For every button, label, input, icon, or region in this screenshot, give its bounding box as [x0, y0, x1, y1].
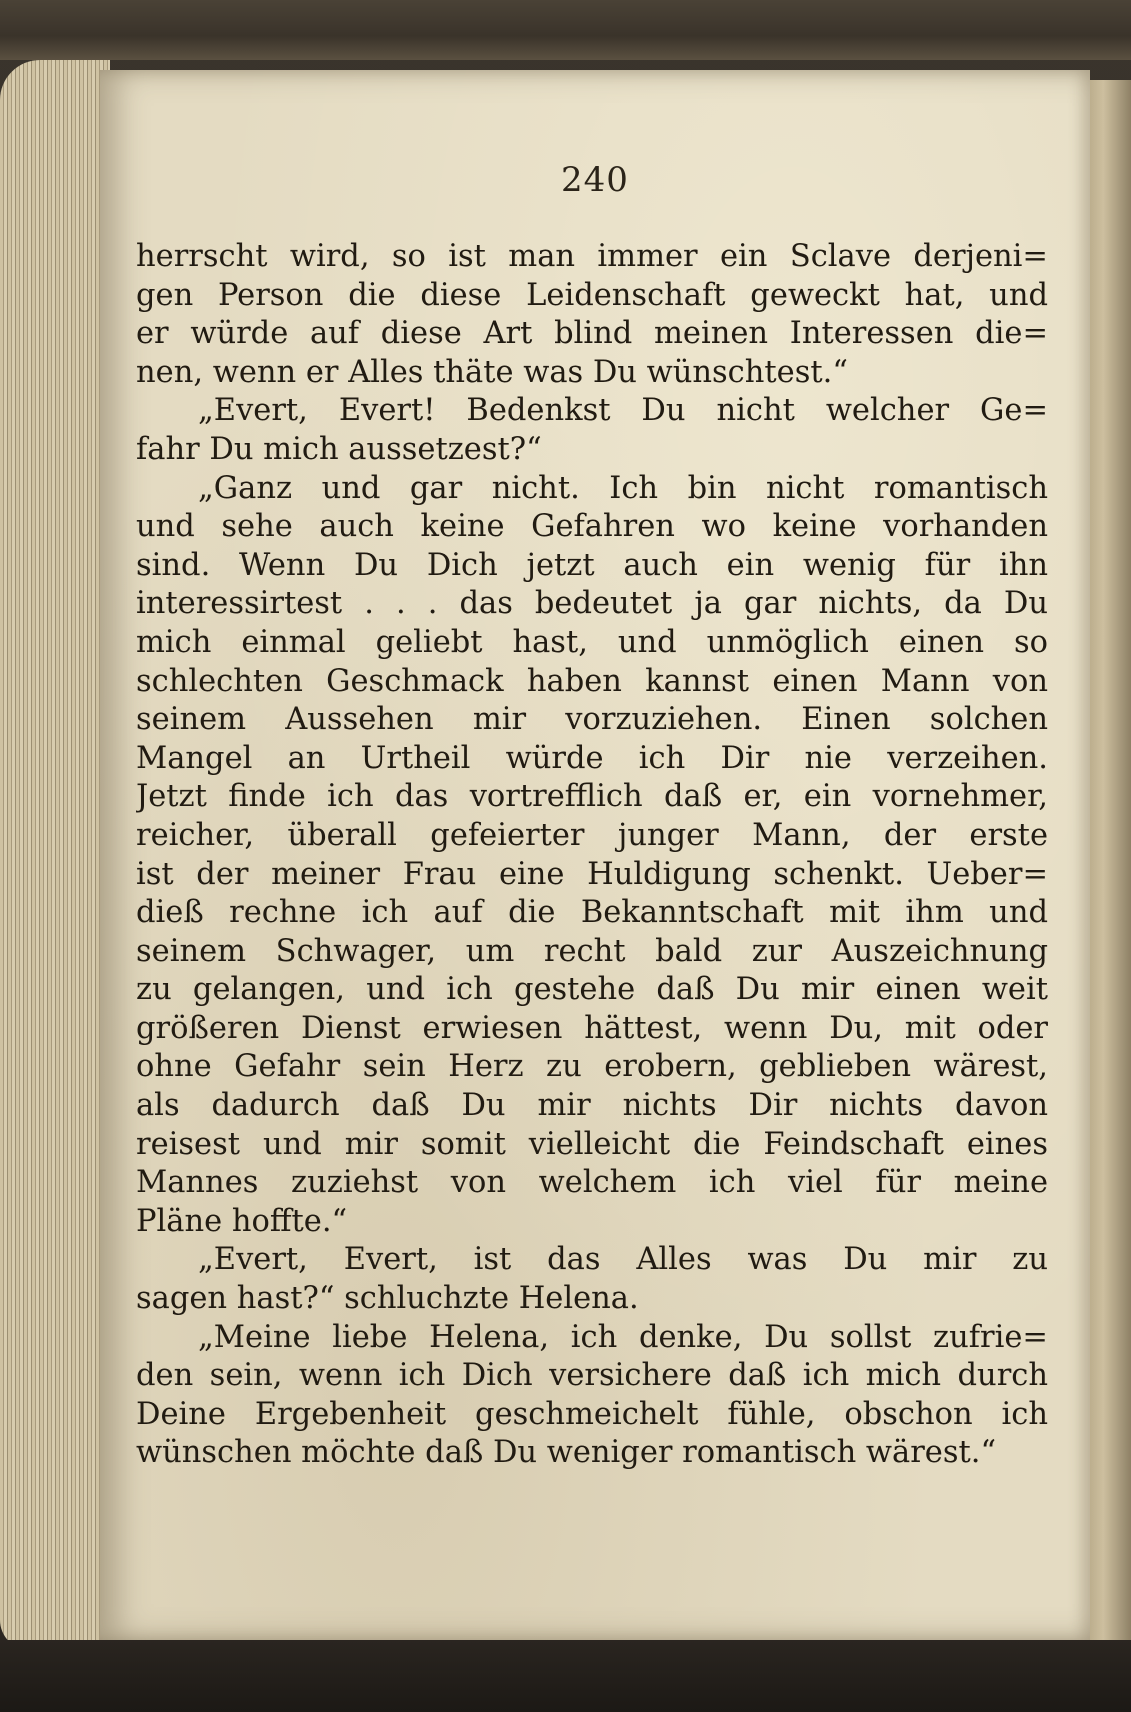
text-line: größeren Dienst erwiesen hättest, wenn Du, mit oder: [136, 1010, 1048, 1046]
text-line: sagen hast?“ schluchzte Helena.: [136, 1281, 639, 1317]
text-line: reicher, überall gefeierter junger Mann, der erste: [136, 817, 1048, 853]
text-line: ohne Gefahr sein Herz zu erobern, geblieben wärest,: [136, 1049, 1048, 1085]
page-number: 240: [561, 160, 629, 200]
text-line: Deine Ergebenheit geschmeichelt fühle, obschon ich: [136, 1396, 1048, 1432]
text-line: den sein, wenn ich Dich versichere daß ich mich durch: [136, 1358, 1048, 1394]
text-line: schlechten Geschmack haben kannst einen Mann von: [136, 663, 1048, 699]
text-line: nen, wenn er Alles thäte was Du wünschtest.“: [136, 354, 848, 390]
book-cover-top-edge: [0, 0, 1131, 60]
text-line: seinem Schwager, um recht bald zur Auszeichnung: [136, 933, 1048, 969]
text-line: Pläne hoffte.“: [136, 1203, 348, 1239]
text-line: sind. Wenn Du Dich jetzt auch ein wenig für ihn: [136, 547, 1048, 583]
text-line: mich einmal geliebt hast, und unmöglich einen so: [136, 624, 1048, 660]
text-line: Mangel an Urtheil würde ich Dir nie verzeihen.: [136, 740, 1048, 776]
text-line: herrscht wird, so ist man immer ein Sclave derjeni=: [136, 239, 1048, 274]
text-line: Mannes zuziehst von welchem ich viel für meine: [136, 1165, 1048, 1201]
text-line: zu gelangen, und ich gestehe daß Du mir einen weit: [136, 972, 1048, 1008]
text-line: seinem Aussehen mir vorzuziehen. Einen solchen: [136, 702, 1048, 738]
text-line: interessirtest . . . das bedeutet ja gar nichts, da Du: [136, 586, 1048, 622]
text-line: gen Person die diese Leidenschaft geweckt hat, und: [136, 277, 1048, 313]
facing-page-edge: [1085, 80, 1131, 1640]
page-text-block: [136, 238, 1048, 1473]
page-stack-edges: [0, 60, 110, 1650]
text-line: „Ganz und gar nicht. Ich bin nicht romantisch: [198, 470, 1048, 506]
text-line: reisest und mir somit vielleicht die Feindschaft eines: [136, 1126, 1048, 1162]
text-line: dieß rechne ich auf die Bekanntschaft mit ihm und: [136, 895, 1048, 931]
book-cover-bottom-edge: [0, 1640, 1131, 1712]
text-line: als dadurch daß Du mir nichts Dir nichts davon: [136, 1088, 1048, 1124]
text-line: ist der meiner Frau eine Huldigung schenkt. Ueber=: [136, 856, 1048, 892]
text-line: „Meine liebe Helena, ich denke, Du sollst zufrie=: [198, 1319, 1048, 1355]
text-line: er würde auf diese Art blind meinen Interessen die=: [136, 316, 1048, 352]
text-line: „Evert, Evert! Bedenkst Du nicht welcher Ge=: [198, 393, 1048, 429]
text-line: wünschen möchte daß Du weniger romantisch wärest.“: [136, 1435, 997, 1471]
text-line: „Evert, Evert, ist das Alles was Du mir zu: [198, 1242, 1048, 1278]
text-line: fahr Du mich aussetzest?“: [136, 431, 542, 467]
text-line: Jetzt finde ich das vortrefflich daß er, ein vornehmer,: [136, 779, 1048, 815]
text-line: und sehe auch keine Gefahren wo keine vorhanden: [136, 509, 1048, 545]
